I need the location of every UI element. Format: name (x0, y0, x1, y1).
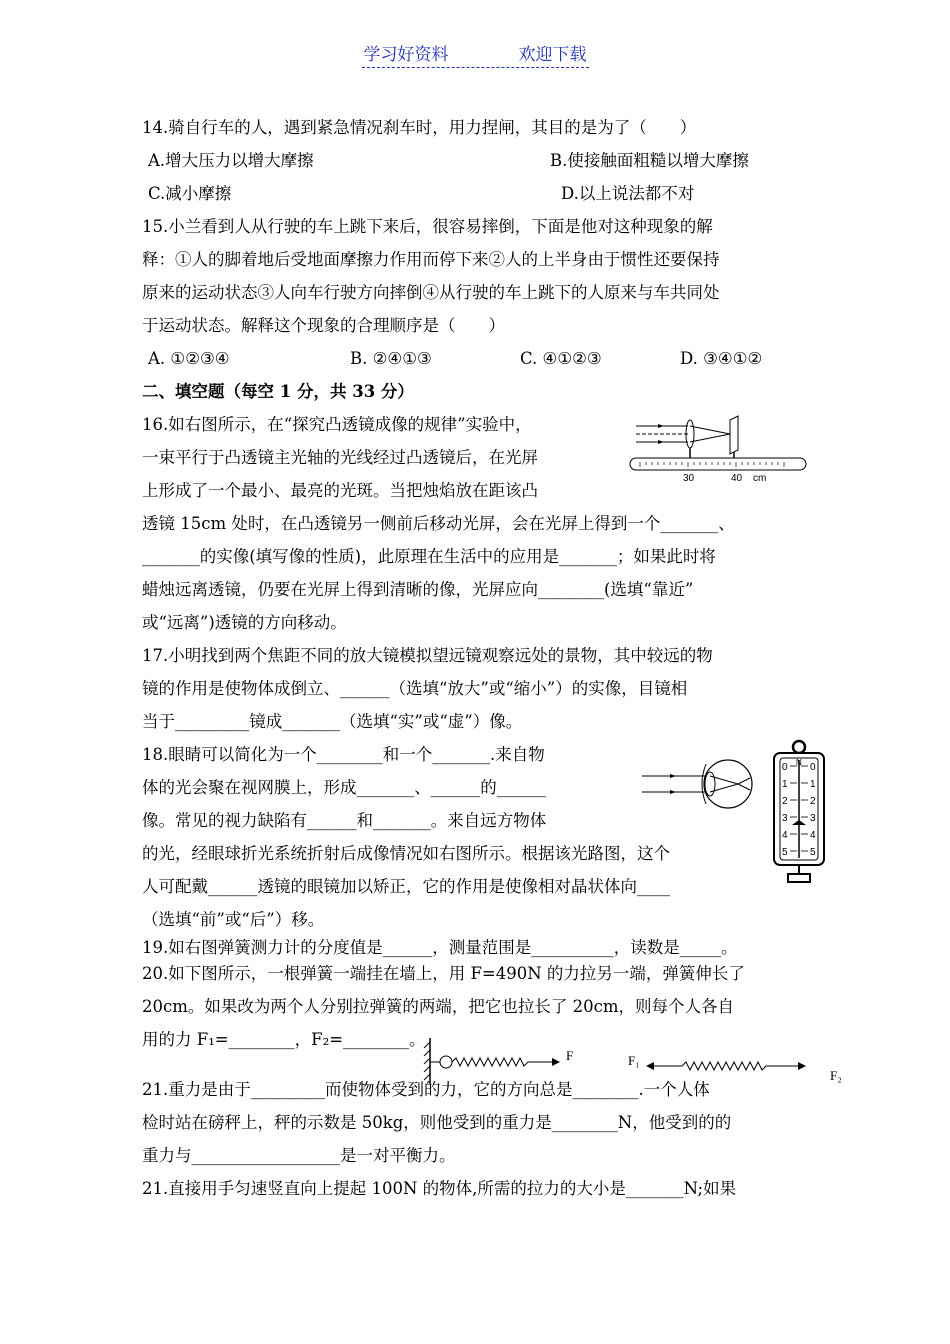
q19-line-1: 19.如右图弹簧测力计的分度值是______，测量范围是__________，读数是_____。 (142, 938, 738, 957)
q15-line-2: 释：①人的脚着地后受地面摩擦力作用而停下来②人的上半身由于惯性还要保持 (142, 250, 720, 269)
q17-line-3: 当于_________镜成_______（选填“实”或“虚”）像。 (142, 712, 523, 731)
q21a-line-2: 检时站在磅秤上，秤的示数是 50kg，则他受到的重力是________N，他受到的的 (142, 1113, 732, 1132)
left-force-arrowhead (646, 1062, 654, 1070)
crystalline-lens (705, 772, 715, 796)
scale-right-4: 4 (810, 830, 816, 841)
hook-base (788, 874, 810, 882)
refracted-ray (690, 426, 730, 434)
q18-line-1: 18.眼睛可以简化为一个________和一个_______.来自物 (142, 745, 545, 764)
scale-right-0: 0 (810, 762, 816, 773)
lens-bench-figure (628, 412, 808, 484)
scale-left-0: 0 (782, 762, 788, 773)
spring-eye (440, 1056, 452, 1068)
header-right-text: 欢迎下载 (518, 45, 587, 65)
q14-option-d: D.以上说法都不对 (561, 184, 695, 203)
scale-right-3: 3 (810, 813, 816, 824)
header-left-text: 学习好资料 (363, 45, 449, 65)
wall-hatching (424, 1042, 430, 1080)
light-screen (730, 416, 738, 454)
diverging-ray (738, 778, 750, 784)
q18-line-2: 体的光会聚在视网膜上，形成_______、______的______ (142, 778, 547, 797)
force-arrowhead (552, 1058, 560, 1066)
q14-option-c: C.减小摩擦 (148, 184, 232, 203)
q21b-line-1: 21.直接用手匀速竖直向上提起 100N 的物体,所需的拉力的大小是_______N;如果 (142, 1179, 737, 1198)
force-label-f2: F₂ (830, 1068, 842, 1083)
q20-line-2: 20cm。如果改为两个人分别拉弹簧的两端，把它也拉长了 20cm，则每个人各自 (142, 997, 735, 1016)
scale-left-4: 4 (782, 830, 788, 841)
scale-right-5: 5 (810, 847, 816, 858)
section-2-title: 二、填空题（每空 1 分，共 33 分） (142, 382, 414, 401)
q15-line-3: 原来的运动状态③人向车行驶方向摔倒④从行驶的车上跳下的人原来与车共同处 (142, 283, 720, 302)
q17-line-1: 17.小明找到两个焦距不同的放大镜模拟望远镜观察远处的景物，其中较远的物 (142, 646, 713, 665)
q15-option-d: D. ③④①② (680, 349, 763, 368)
arrowhead (670, 774, 676, 778)
q16-line-2: 一束平行于凸透镜主光轴的光线经过凸透镜后，在光屏 (142, 448, 538, 467)
q14-option-b: B.使接触面粗糙以增大摩擦 (550, 151, 749, 170)
arrowhead (658, 424, 664, 428)
q21a-line-3: 重力与__________________是一对平衡力。 (142, 1146, 456, 1165)
scale-left-5: 5 (782, 847, 788, 858)
refracted-ray (710, 776, 738, 784)
arrowhead (658, 440, 664, 444)
q18-line-6: （选填“前”或“后”）移。 (142, 910, 325, 929)
refracted-ray (710, 784, 738, 792)
bench-label-cm: cm (753, 473, 767, 484)
scale-left-1: 1 (782, 779, 788, 790)
spring (682, 1062, 766, 1070)
q18-line-4: 的光，经眼球折光系统折射后成像情况如右图所示。根据该光路图，这个 (142, 844, 670, 863)
q20-line-3: 用的力 F₁=________，F₂=________。 (142, 1030, 426, 1049)
diverging-ray (738, 784, 750, 790)
eyeball (704, 760, 752, 808)
scale-left-2: 2 (782, 796, 788, 807)
eye-diagram-figure (640, 758, 760, 814)
q14-option-a: A.增大压力以增大摩擦 (148, 151, 314, 170)
hanging-ring (793, 741, 805, 753)
right-force-arrowhead (798, 1062, 806, 1070)
q14-stem: 14.骑自行车的人，遇到紧急情况刹车时，用力捏闸，其目的是为了（ ） (142, 118, 697, 137)
q16-line-5: _______的实像(填写像的性质)，此原理在生活中的应用是_______；如果此时将 (142, 547, 716, 566)
page-header (0, 40, 950, 68)
q17-line-2: 镜的作用是使物体成倒立、______（选填“放大”或“缩小”）的实像，目镜相 (142, 679, 688, 698)
arrowhead (670, 790, 676, 794)
q15-line-4: 于运动状态。解释这个现象的合理顺序是（ ） (142, 316, 505, 335)
q15-option-b: B. ②④①③ (350, 349, 432, 368)
q15-option-a: A. ①②③④ (148, 349, 230, 368)
q16-line-3: 上形成了一个最小、最亮的光斑。当把烛焰放在距该凸 (142, 481, 538, 500)
spring (452, 1058, 552, 1066)
bench-label-40: 40 (731, 473, 743, 484)
scale-left-3: 3 (782, 813, 788, 824)
scale-right-2: 2 (810, 796, 816, 807)
scale-unit-label: N (796, 758, 802, 767)
q18-line-3: 像。常见的视力缺陷有______和_______。来自远方物体 (142, 811, 547, 830)
refracted-ray (690, 434, 730, 442)
q16-line-1: 16.如右图所示，在“探究凸透镜成像的规律”实验中， (142, 415, 532, 434)
q20-line-1: 20.如下图所示，一根弹簧一端挂在墙上，用 F=490N 的力拉另一端，弹簧伸长了 (142, 964, 745, 983)
q16-line-7: 或“远离”)透镜的方向移动。 (142, 613, 347, 632)
bench-label-30: 30 (683, 473, 695, 484)
scale-right-1: 1 (810, 779, 816, 790)
q18-line-5: 人可配戴______透镜的眼镜加以矫正，它的作用是使像相对晶状体向____ (142, 877, 670, 896)
header-underline (362, 40, 589, 68)
q16-line-4: 透镜 15cm 处时，在凸透镜另一侧前后移动光屏，会在光屏上得到一个_______、 (142, 514, 735, 533)
q21a-line-1: 21.重力是由于_________而使物体受到的力，它的方向总是________.一个人体 (142, 1080, 710, 1099)
q15-line-1: 15.小兰看到人从行驶的车上跳下来后，很容易摔倒，下面是他对这种现象的解 (142, 217, 713, 236)
spring-balance-figure (768, 738, 830, 888)
q15-option-c: C. ④①②③ (520, 349, 602, 368)
q16-line-6: 蜡烛远离透镜，仍要在光屏上得到清晰的像，光屏应向________(选填“靠近” (142, 580, 694, 599)
force-label-f1: F₁ (628, 1053, 640, 1068)
force-label-f: F (566, 1048, 574, 1063)
